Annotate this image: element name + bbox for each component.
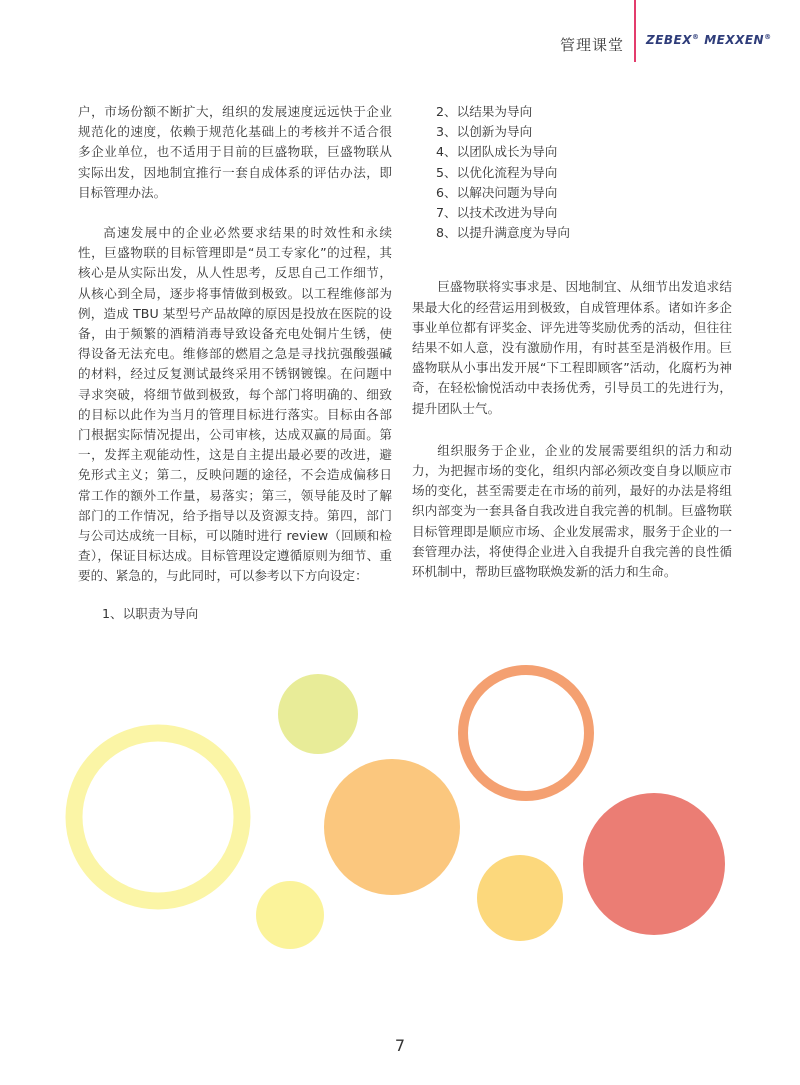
direction-item-4: 4、以团队成长为导向 bbox=[436, 144, 558, 160]
logo-mexxen: MEXXEN bbox=[704, 33, 765, 47]
direction-item-7: 7、以技术改进为导向 bbox=[436, 205, 558, 221]
direction-list bbox=[412, 102, 732, 243]
direction-item-5: 5、以优化流程为导向 bbox=[436, 164, 558, 180]
section-title: 管理课堂 bbox=[560, 36, 625, 54]
direction-item-1: 1、以职责为导向 bbox=[102, 605, 199, 621]
light-orange-dot bbox=[477, 855, 563, 941]
right-column bbox=[412, 102, 732, 582]
yellow-ring bbox=[74, 733, 242, 901]
header-accent-rule bbox=[634, 0, 636, 62]
logo-zebex: ZEBEX bbox=[646, 33, 692, 47]
lime-dot bbox=[278, 674, 358, 754]
brand-logo bbox=[646, 33, 772, 47]
right-paragraph-1: 巨盛物联将实事求是、因地制宜、从细节出发追求结果最大化的经营运用到极致，自成管理体系。诸如许多企事业单位都有评奖金、评先进等奖励优秀的活动，但往往结果不如人意，没有激励作用，有时甚至是消极作用。巨盛物联从小事出发开展“下工程即顾客”活动，化腐朽为神奇，在轻松愉悦活动中表扬优秀，引导员工的先进行为，提升团队士气。 bbox=[412, 279, 732, 416]
right-paragraph-2: 组织服务于企业，企业的发展需要组织的活力和动力，为把握市场的变化，组织内部必须改变自身以顺应市场的变化，甚至需要走在市场的前列，最好的办法是将组织内部变为一套具备自我改进自我完善的机制。巨盛物联目标管理即是顺应市场、企业发展需求，服务于企业的一套管理办法，将使得企业进入自我提升自我完善的良性循环机制中，帮助巨盛物联焕发新的活力和生命。 bbox=[412, 442, 732, 580]
direction-item-2: 2、以结果为导向 bbox=[436, 104, 533, 119]
left-paragraph-1: 户，市场份额不断扩大，组织的发展速度远远快于企业规范化的速度，依赖于规范化基础上的考核并不适合很多企业单位，也不适用于目前的巨盛物联，巨盛物联从实际出发，因地制宜推行一套自成体系的评估办法，即目标管理办法。 bbox=[78, 104, 392, 200]
left-paragraph-2: 高速发展中的企业必然要求结果的时效性和永续性，巨盛物联的目标管理即是“员工专家化”的过程，其核心是从实际出发，从人性思考，反思自己工作细节，从核心到全局，逐步将事情做到极致。以工程维修部为例，造成 TBU 某型号产品故障的原因是投放在医院的设备，由于频繁的酒精消毒导致设备充电处铜片生锈，使得设备无法充电。维修部的燃眉之急是寻找抗强酸强碱的材料，经过反复测试最终采用不锈钢镀镍。在问题中寻求突破，将细节做到极致，每个部门将明确的、细致的目标以此作为当月的管理目标进行落实。目标由各部门根据实际情况提出，公司审核，达成双赢的局面。第一，发挥主观能动性，这是自主提出最必要的改进，避免形式主义；第二，反映问题的途径，不会造成偏移日常工作的额外工作量，易落实；第三，领导能及时了解部门的工作情况，给予指导以及资源支持。第四，部门与公司达成统一目标，可以随时进行 review（回顾和检查），保证目标达成。目标管理设定遵循原则为细节、重要的、紧急的，与此同时，可以参考以下方向设定： bbox=[78, 225, 392, 584]
direction-item-3: 3、以创新为导向 bbox=[436, 124, 533, 140]
logo-mexxen-reg: ® bbox=[764, 33, 772, 41]
page-number: 7 bbox=[394, 1036, 406, 1055]
direction-item-8: 8、以提升满意度为导向 bbox=[436, 225, 570, 241]
direction-item-6: 6、以解决问题为导向 bbox=[436, 184, 558, 200]
left-column bbox=[78, 102, 392, 624]
orange-dot bbox=[324, 759, 460, 895]
small-yellow-dot bbox=[256, 881, 324, 949]
logo-zebex-reg: ® bbox=[692, 33, 700, 41]
red-dot bbox=[583, 793, 725, 935]
salmon-ring bbox=[463, 670, 589, 796]
